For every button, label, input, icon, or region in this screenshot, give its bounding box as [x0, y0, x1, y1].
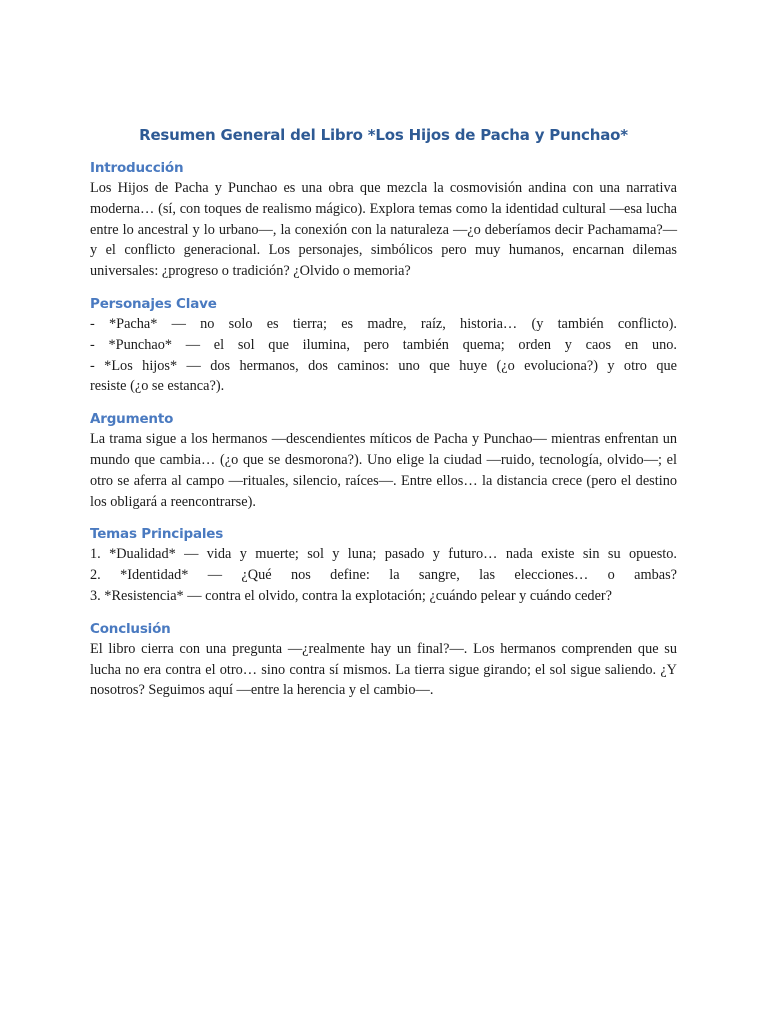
- heading-temas: Temas Principales: [90, 526, 224, 543]
- list-item-punchao: - *Punchao* — el sol que ilumina, pero también quema; orden y caos en uno.: [90, 336, 677, 353]
- heading-introduccion: Introducción: [90, 160, 184, 176]
- list-item-pacha: - *Pacha* — no solo es tierra; es madre, raíz, historia… (y también conflicto).: [90, 315, 677, 332]
- list-temas: [90, 544, 677, 606]
- list-item-resistencia: 3. *Resistencia* — contra el olvido, contra la explotación; ¿cuándo pelear y cuándo ceder?: [90, 587, 613, 604]
- paragraph-argumento: La trama sigue a los hermanos —descendientes míticos de Pacha y Punchao— mientras enfrentan un mundo que cambia… (¿o que se desmorona?). Uno elige la ciudad —ruido, tecnología, olvido—; el otro se aferra al campo —rituales, silencio, raíces—. Entre ellos… la distancia crece (pero el destino los obligará a reencontrarse).: [90, 431, 677, 510]
- list-item-los-hijos: - *Los hijos* — dos hermanos, dos caminos: uno que huye (¿o evoluciona?) y otro que: [90, 357, 677, 374]
- paragraph-conclusion: El libro cierra con una pregunta —¿realmente hay un final?—. Los hermanos comprenden que su lucha no era contra el otro… sino contra sí mismos. La tierra sigue girando; el sol sigue saliendo. ¿Y nosotros? Seguimos aquí —entre la herencia y el cambio—.: [90, 640, 677, 699]
- paragraph-introduccion: Los Hijos de Pacha y Punchao es una obra que mezcla la cosmovisión andina con una narrativa moderna… (sí, con toques de realismo mágico). Explora temas como la identidad cultural —esa lucha entre lo ancestral y lo urbano—, la conexión con la naturaleza —¿o deberíamos decir Pachamama?— y el conflicto generacional. Los personajes, simbólicos pero muy humanos, encarnan dilemas universales: ¿progreso o tradición? ¿Olvido o memoria?: [90, 180, 677, 280]
- list-item-dualidad: 1. *Dualidad* — vida y muerte; sol y luna; pasado y futuro… nada existe sin su opuesto.: [90, 546, 677, 563]
- list-item-identidad: 2. *Identidad* — ¿Qué nos define: la sangre, las elecciones… o ambas?: [90, 567, 677, 584]
- heading-argumento: Argumento: [90, 411, 174, 428]
- document-page: [90, 124, 677, 713]
- document-title: Resumen General del Libro *Los Hijos de Pacha y Punchao*: [139, 126, 628, 144]
- heading-personajes: Personajes Clave: [90, 295, 217, 312]
- list-personajes: [90, 314, 677, 397]
- heading-conclusion: Conclusión: [90, 620, 171, 637]
- list-item-los-hijos-continued: resiste (¿o se estanca?).: [90, 378, 225, 395]
